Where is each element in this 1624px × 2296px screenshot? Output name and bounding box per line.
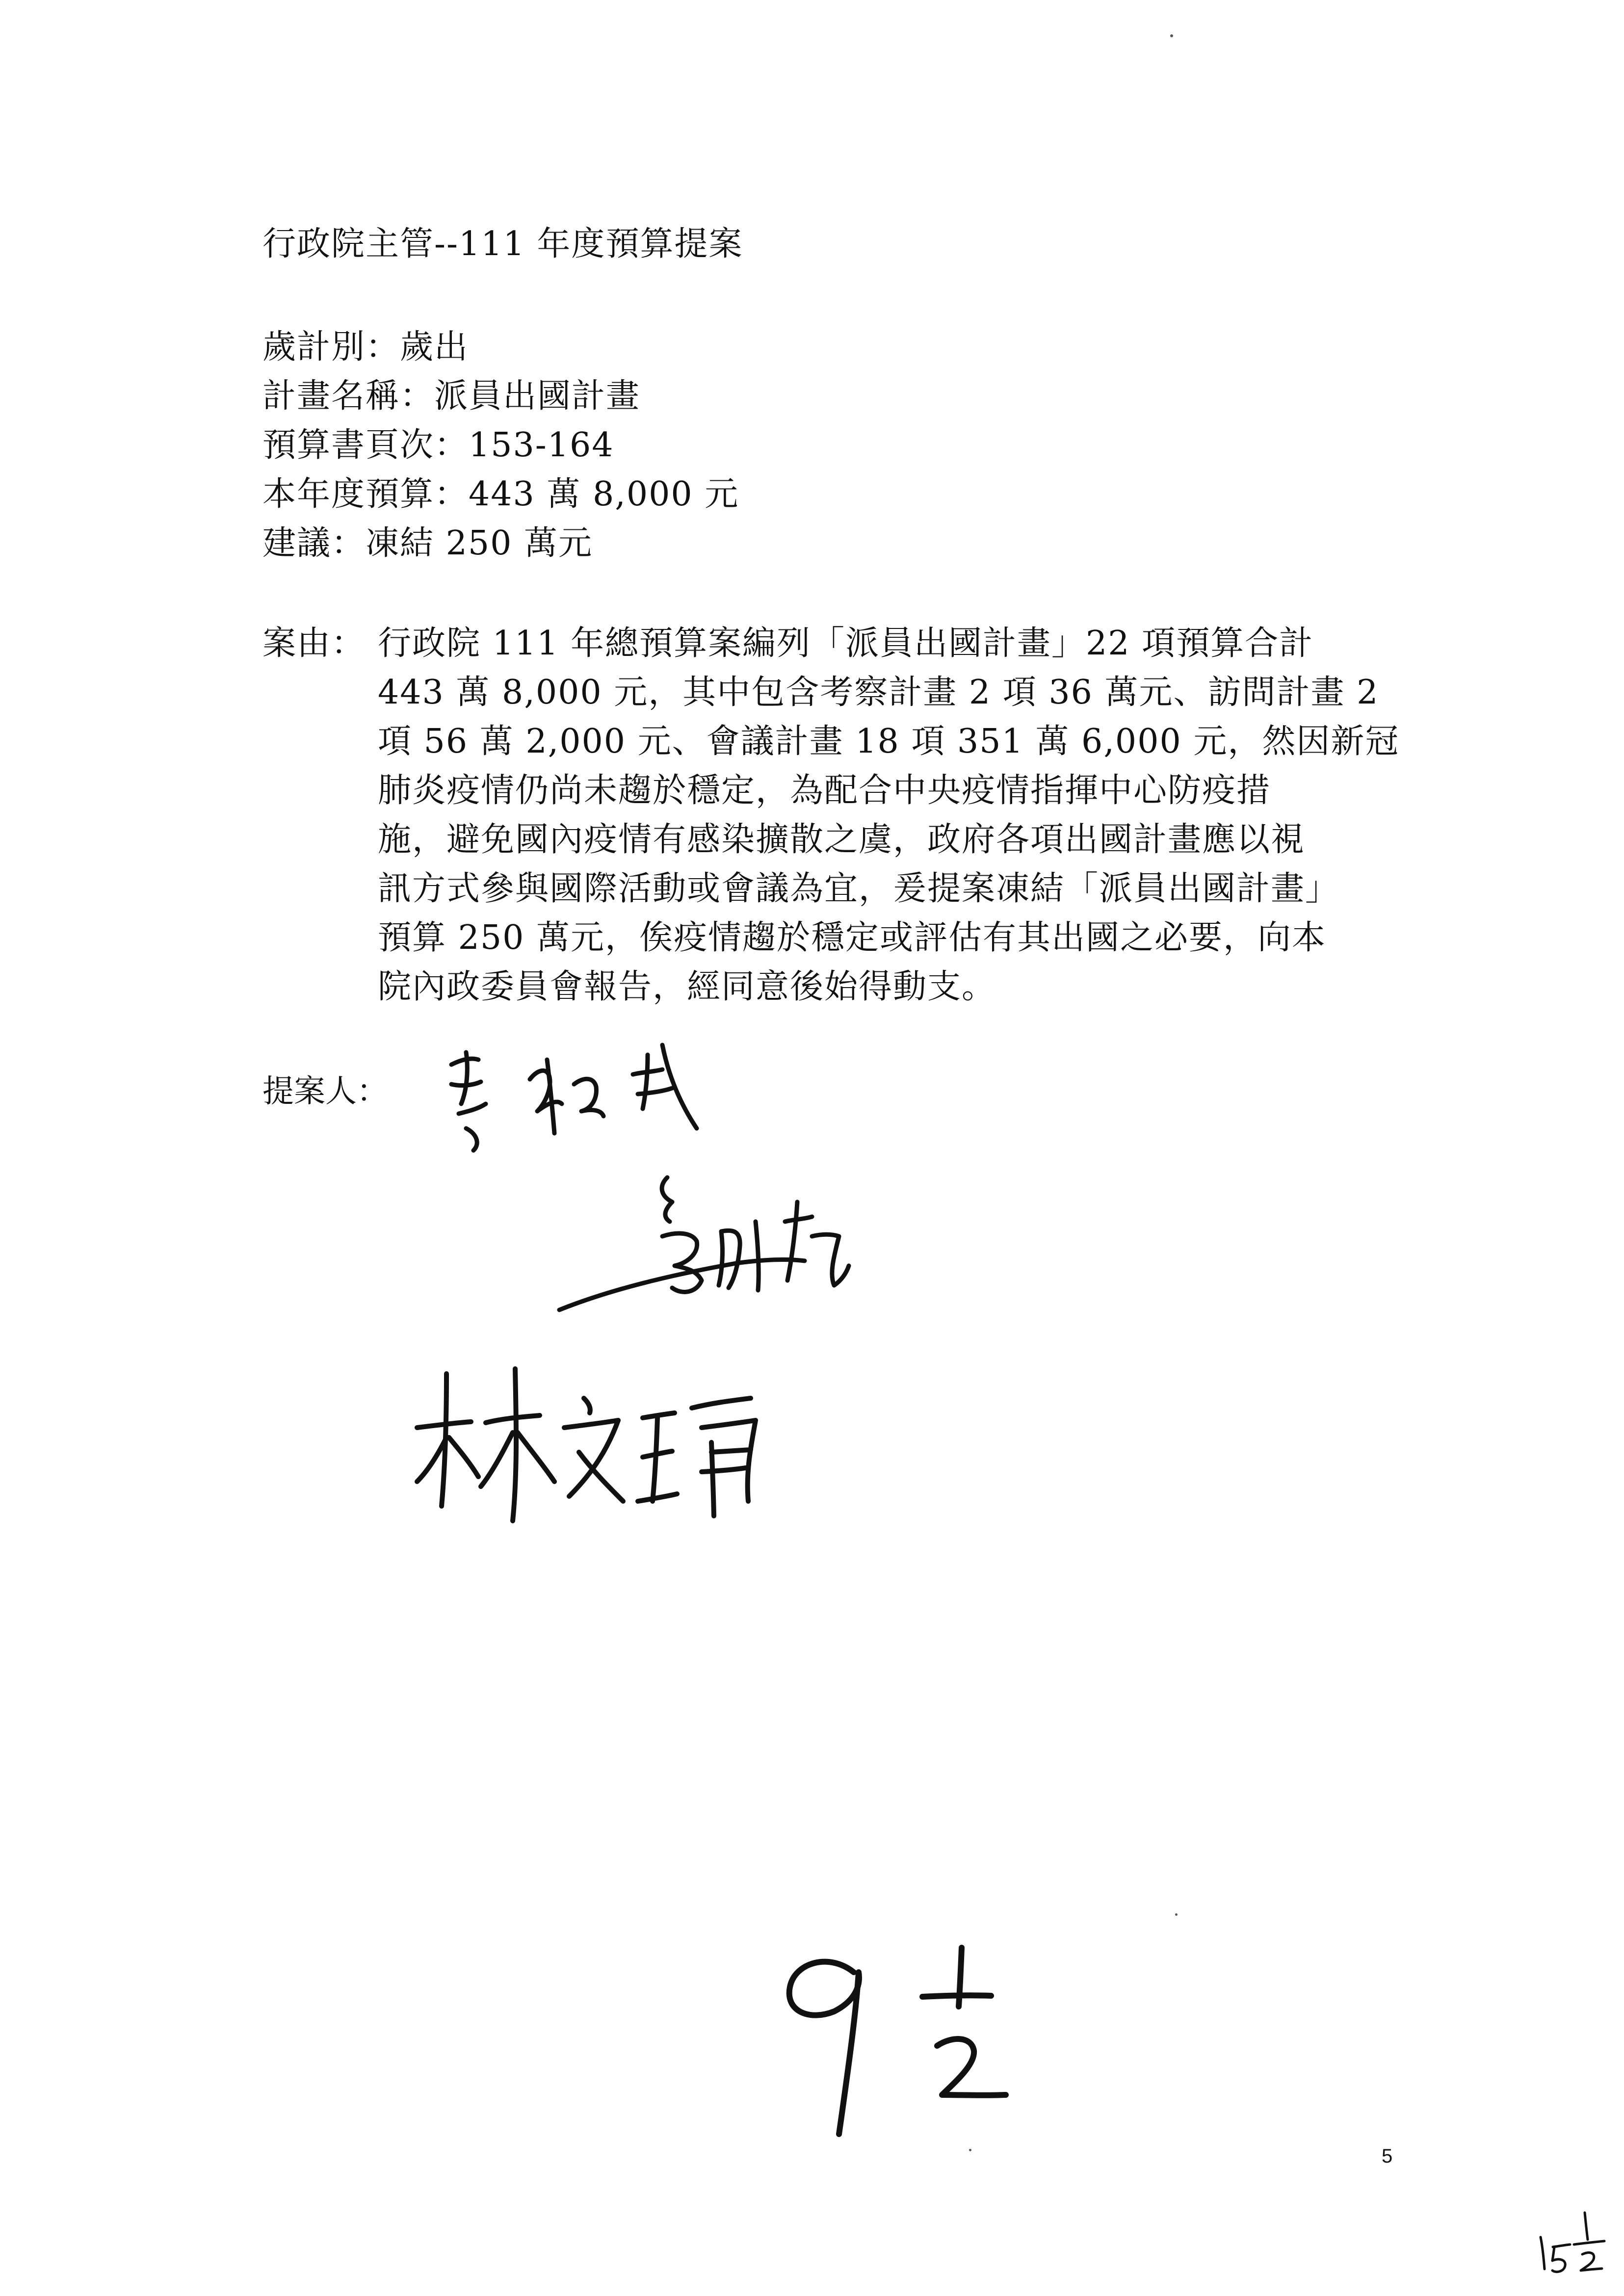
reason-line: 行政院 111 年總預算案編列「派員出國計畫」22 項預算合計 <box>378 624 1314 663</box>
reason-line: 肺炎疫情仍尚未趨於穩定，為配合中央疫情指揮中心防疫措 <box>378 771 1271 810</box>
budget-page-field: 預算書頁次：153-164 <box>262 426 614 465</box>
plan-name-field: 計畫名稱：派員出國計畫 <box>262 377 641 416</box>
reason-line: 施，避免國內疫情有感染擴散之虞，政府各項出國計畫應以視 <box>378 820 1306 859</box>
page-number: 5 <box>1382 2145 1393 2167</box>
proposer-label: 提案人： <box>262 1073 388 1110</box>
document-title: 行政院主管--111 年度預算提案 <box>262 225 743 263</box>
scan-speck <box>969 2149 971 2151</box>
signature-2 <box>540 1168 873 1325</box>
scan-speck <box>1170 34 1173 37</box>
signature-1 <box>432 1030 726 1158</box>
reason-line: 訊方式參與國際活動或會議為宜，爰提案凍結「派員出國計畫」 <box>378 869 1340 908</box>
annual-budget-field: 本年度預算：443 萬 8,000 元 <box>262 475 739 514</box>
reason-line: 院內政委員會報告，經同意後始得動支。 <box>378 967 996 1006</box>
budget-category-field: 歲計別：歲出 <box>262 328 469 366</box>
corner-fifteen-half-mark <box>1536 2208 1609 2276</box>
scan-speck <box>1175 1913 1178 1916</box>
reason-paragraph <box>378 619 1400 1012</box>
handwritten-nine-half-mark <box>756 1933 1030 2139</box>
recommendation-field: 建議：凍結 250 萬元 <box>262 524 593 563</box>
reason-label: 案由： <box>262 624 366 663</box>
reason-line: 項 56 萬 2,000 元、會議計畫 18 項 351 萬 6,000 元，然因新冠 <box>378 722 1400 761</box>
reason-line: 預算 250 萬元，俟疫情趨於穩定或評估有其出國之必要，向本 <box>378 918 1327 957</box>
reason-line: 443 萬 8,000 元，其中包含考察計畫 2 項 36 萬元、訪問計畫 2 <box>378 673 1379 712</box>
signature-3 <box>407 1354 790 1540</box>
